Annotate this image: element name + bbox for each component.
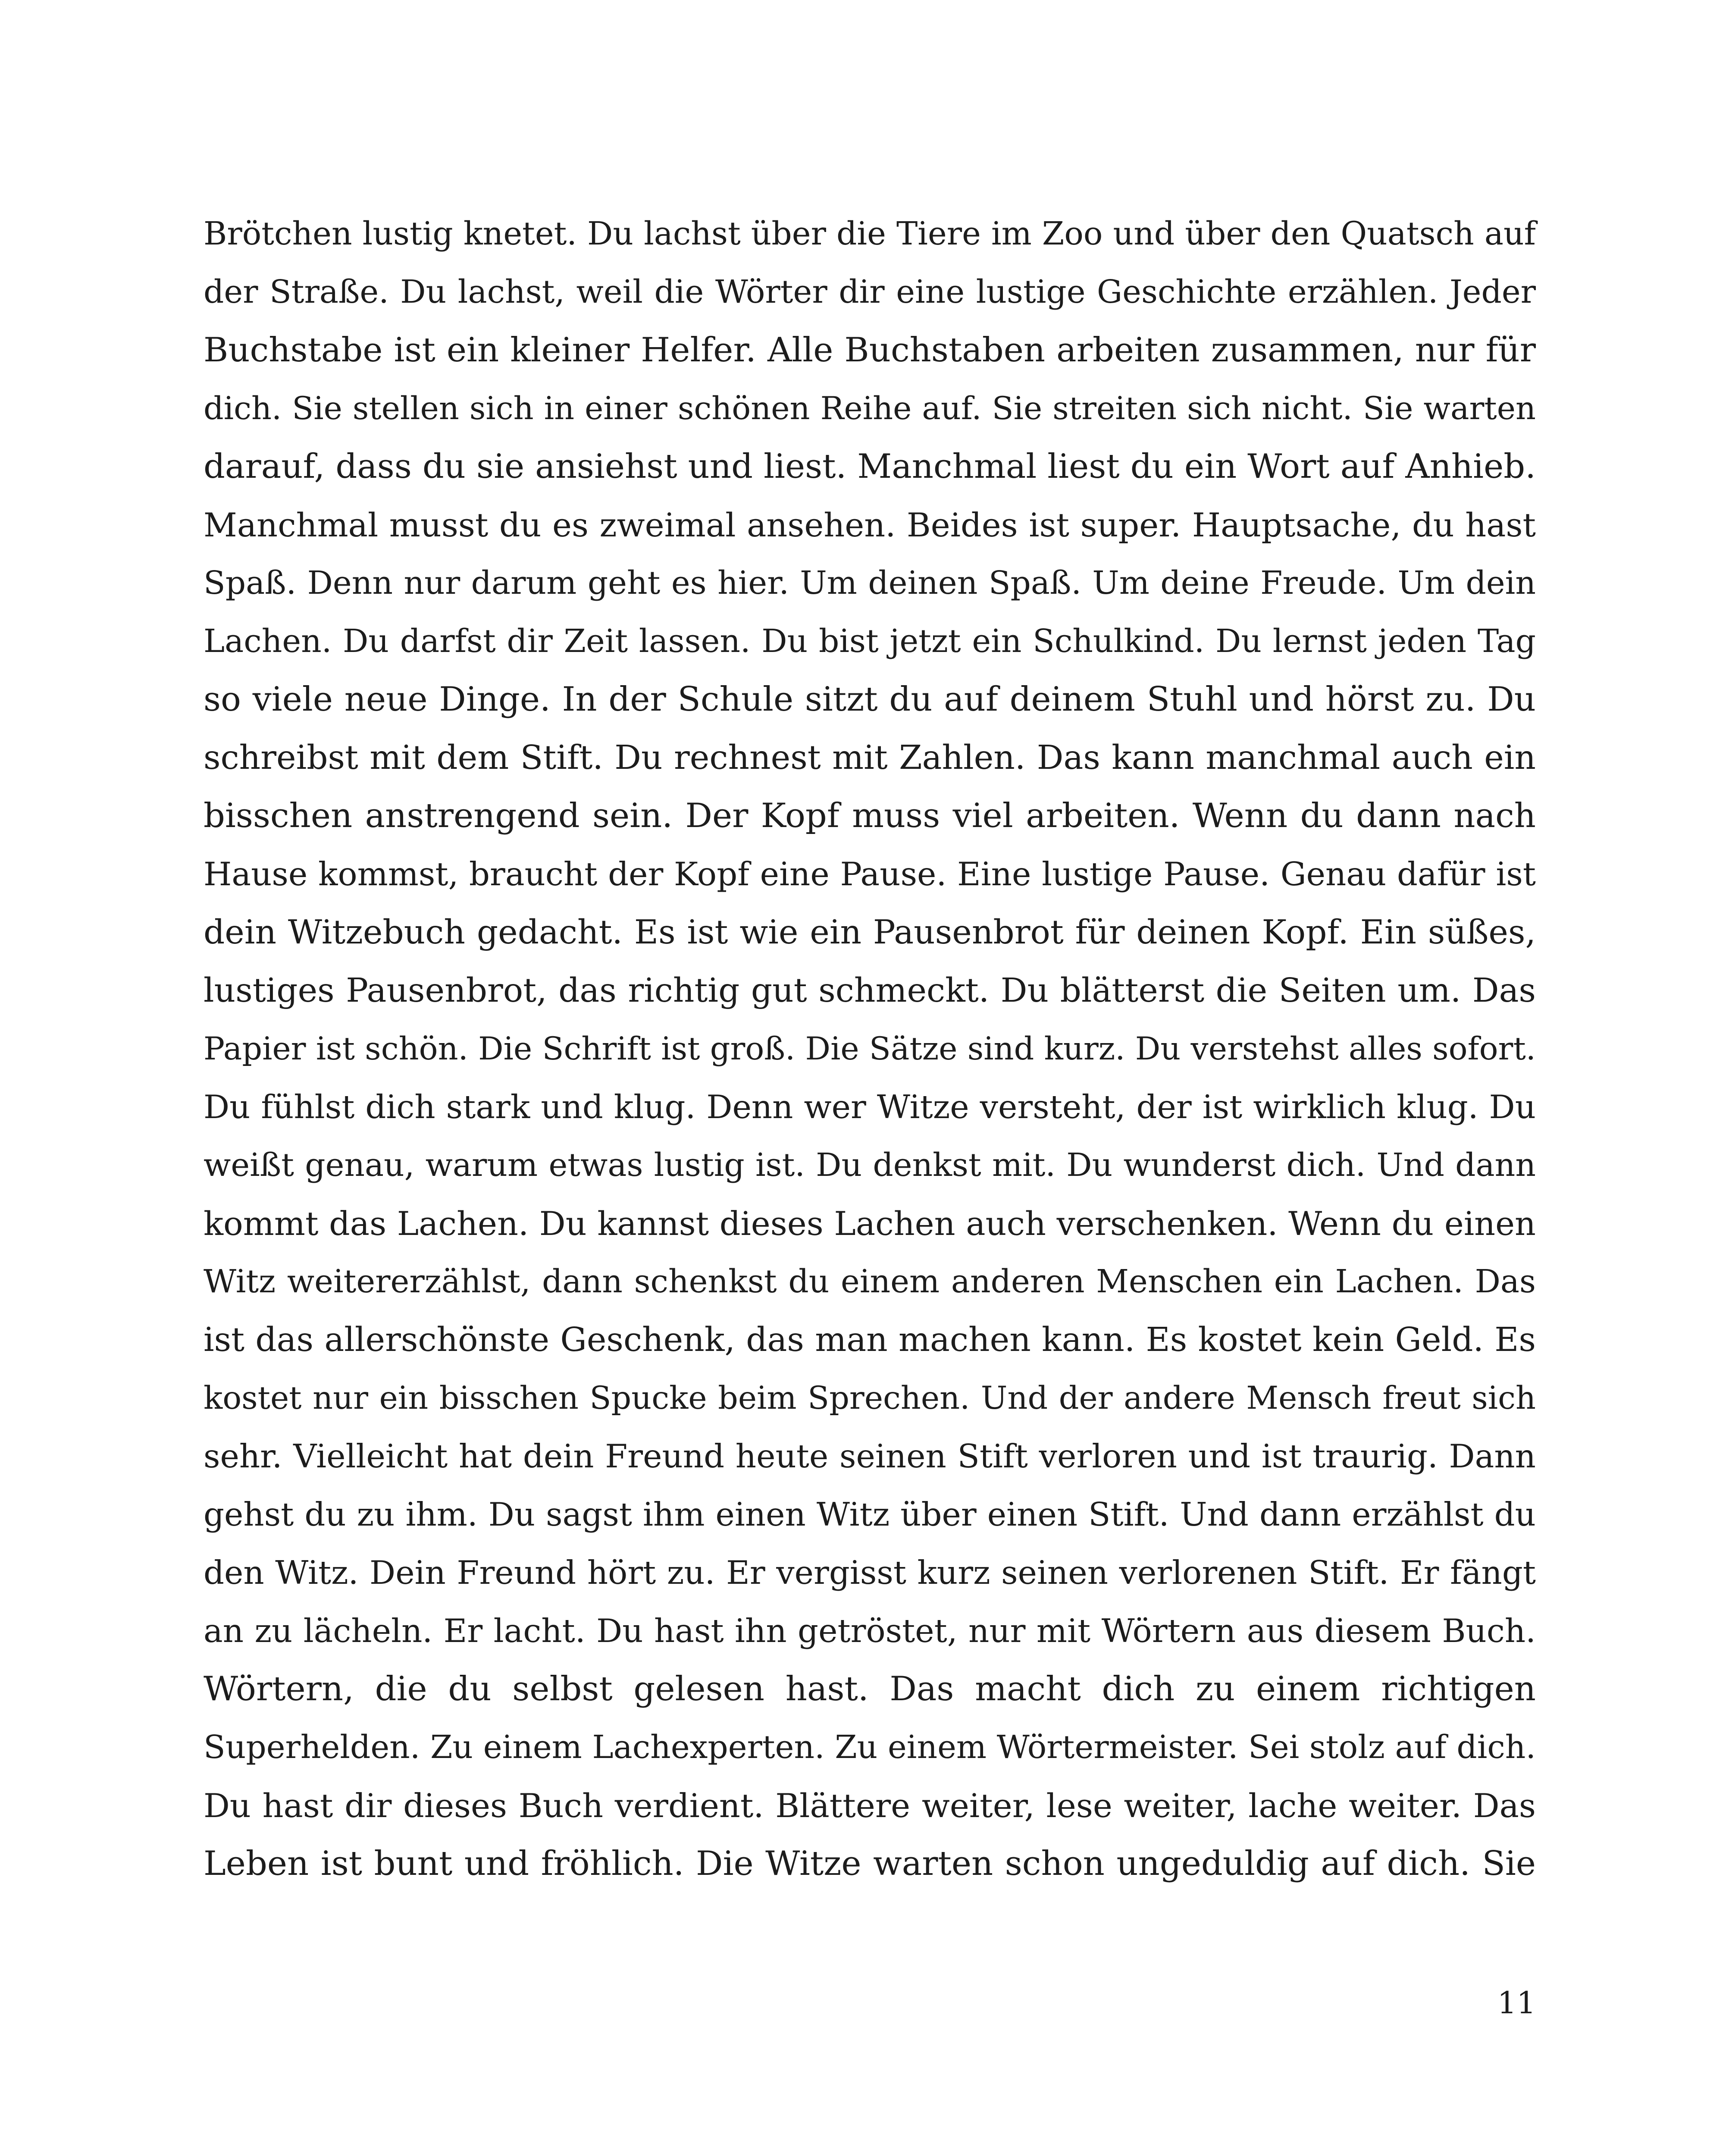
text-line: kommt das Lachen. Du kannst dieses Lachen auch verschenken. Wenn du einen	[204, 1204, 1536, 1243]
text-line: schreibst mit dem Stift. Du rechnest mit Zahlen. Das kann manchmal auch ein	[204, 739, 1536, 777]
text-line: an zu lächeln. Er lacht. Du hast ihn getröstet, nur mit Wörtern aus diesem Buch.	[204, 1612, 1536, 1650]
text-line: weißt genau, warum etwas lustig ist. Du denkst mit. Du wunderst dich. Und dann	[204, 1147, 1536, 1184]
text-line: Witz weitererzählst, dann schenkst du einem anderen Menschen ein Lachen. Das	[204, 1263, 1536, 1300]
text-line: Brötchen lustig knetet. Du lachst über die Tiere im Zoo und über den Quatsch auf	[204, 215, 1536, 252]
page-number: 11	[1497, 1985, 1536, 2021]
text-line: Superhelden. Zu einem Lachexperten. Zu einem Wörtermeister. Sei stolz auf dich.	[204, 1729, 1536, 1766]
text-line: darauf, dass du sie ansiehst und liest. Manchmal liest du ein Wort auf Anhieb.	[204, 447, 1536, 486]
text-line: Leben ist bunt und fröhlich. Die Witze warten schon ungeduldig auf dich. Sie	[204, 1844, 1536, 1883]
body-text	[204, 205, 1536, 1893]
text-line: dich. Sie stellen sich in einer schönen Reihe auf. Sie streiten sich nicht. Sie warten	[204, 390, 1536, 427]
text-line: so viele neue Dinge. In der Schule sitzt du auf deinem Stuhl und hörst zu. Du	[204, 680, 1536, 719]
text-line: sehr. Vielleicht hat dein Freund heute seinen Stift verloren und ist traurig. Dann	[204, 1437, 1536, 1475]
text-line: Du hast dir dieses Buch verdient. Blättere weiter, lese weiter, lache weiter. Das	[204, 1786, 1536, 1825]
text-line: kostet nur ein bisschen Spucke beim Sprechen. Und der andere Mensch freut sich	[204, 1380, 1536, 1416]
text-line: Wörtern, die du selbst gelesen hast. Das macht dich zu einem richtigen	[204, 1670, 1536, 1708]
text-line: Manchmal musst du es zweimal ansehen. Beides ist super. Hauptsache, du hast	[204, 506, 1536, 544]
text-line: bisschen anstrengend sein. Der Kopf muss viel arbeiten. Wenn du dann nach	[204, 796, 1536, 835]
text-line: Buchstabe ist ein kleiner Helfer. Alle Buchstaben arbeiten zusammen, nur für	[204, 331, 1536, 370]
text-line: den Witz. Dein Freund hört zu. Er vergisst kurz seinen verlorenen Stift. Er fängt	[204, 1554, 1536, 1592]
text-line: dein Witzebuch gedacht. Es ist wie ein Pausenbrot für deinen Kopf. Ein süßes,	[204, 913, 1536, 952]
text-line: ist das allerschönste Geschenk, das man machen kann. Es kostet kein Geld. Es	[204, 1321, 1536, 1359]
text-line: Du fühlst dich stark und klug. Denn wer Witze versteht, der ist wirklich klug. Du	[204, 1088, 1536, 1126]
text-line: der Straße. Du lachst, weil die Wörter dir eine lustige Geschichte erzählen. Jeder	[204, 273, 1536, 310]
text-line: gehst du zu ihm. Du sagst ihm einen Witz über einen Stift. Und dann erzählst du	[204, 1495, 1536, 1533]
text-line: Papier ist schön. Die Schrift ist groß. Die Sätze sind kurz. Du verstehst alles sofort.	[204, 1031, 1536, 1067]
text-line: Spaß. Denn nur darum geht es hier. Um deinen Spaß. Um deine Freude. Um dein	[204, 564, 1536, 602]
text-line: lustiges Pausenbrot, das richtig gut schmeckt. Du blätterst die Seiten um. Das	[204, 971, 1536, 1010]
text-line: Lachen. Du darfst dir Zeit lassen. Du bist jetzt ein Schulkind. Du lernst jeden Tag	[204, 623, 1536, 660]
text-line: Hause kommst, braucht der Kopf eine Pause. Eine lustige Pause. Genau dafür ist	[204, 855, 1536, 893]
